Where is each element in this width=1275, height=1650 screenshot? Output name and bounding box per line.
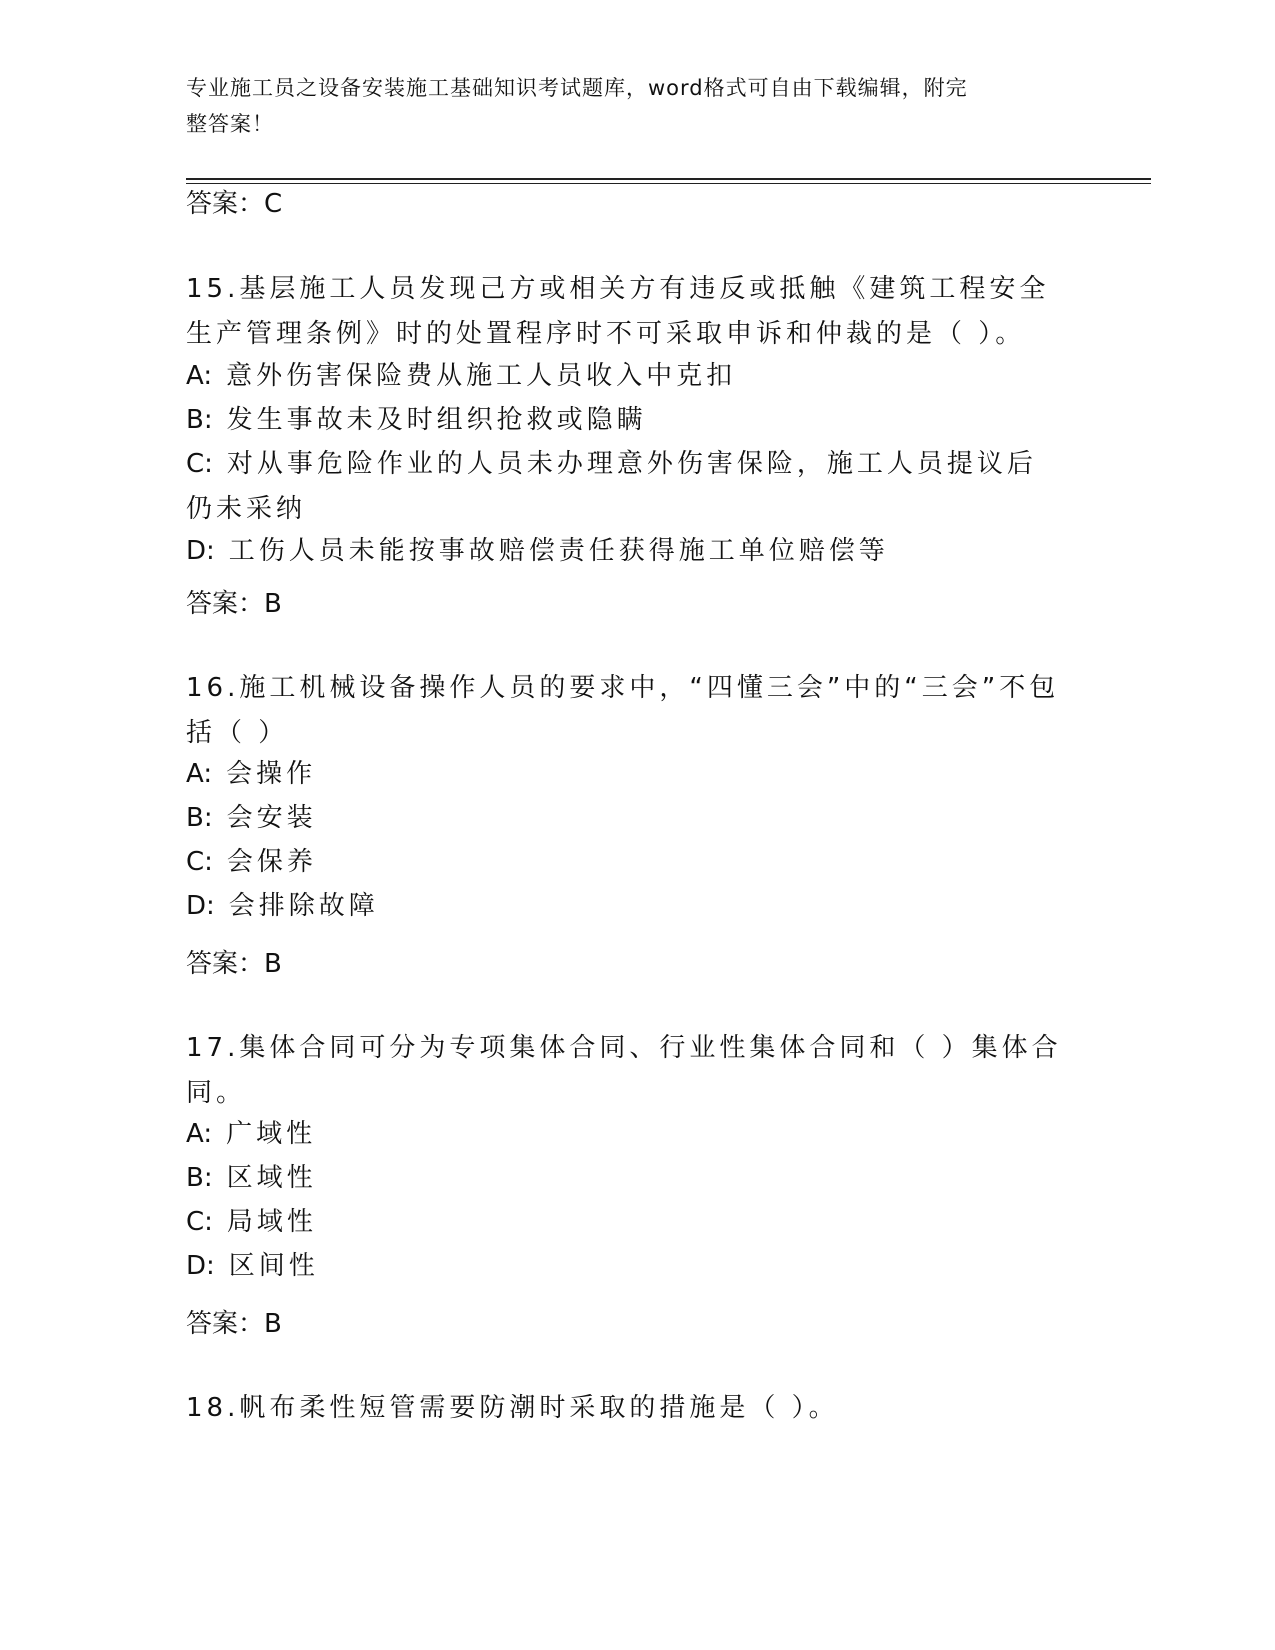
option-label: B: [186, 1163, 213, 1193]
option-text: 区间性 [228, 1251, 319, 1281]
option-label: C: [186, 449, 213, 479]
option-label: C: [186, 847, 213, 877]
header-rule-thick [186, 178, 1151, 180]
question-17-option-b [186, 1156, 1066, 1201]
option-text: 局域性 [226, 1207, 317, 1237]
option-label: A: [186, 1119, 213, 1149]
question-15-option-d [186, 529, 1066, 574]
option-text: 会操作 [226, 759, 317, 789]
option-text: 广域性 [226, 1119, 317, 1149]
option-label: D: [186, 1251, 215, 1281]
question-15-option-b [186, 398, 1066, 443]
question-16-option-c [186, 840, 1066, 885]
option-text: 会保养 [226, 847, 317, 877]
question-17-answer: 答案：B [186, 1309, 282, 1339]
option-text: 区域性 [226, 1163, 317, 1193]
option-label: A: [186, 759, 213, 789]
question-17-option-d [186, 1244, 1066, 1289]
question-16-answer: 答案：B [186, 949, 282, 979]
question-15-option-a [186, 354, 1066, 399]
header-rule-thin [186, 183, 1151, 184]
option-text: 对从事危险作业的人员未办理意外伤害保险，施工人员提议后仍未采纳 [186, 449, 1037, 524]
option-label: C: [186, 1207, 213, 1237]
question-17-title: 17.集体合同可分为专项集体合同、行业性集体合同和（ ）集体合同。 [186, 1033, 1062, 1108]
question-16-option-b [186, 796, 1066, 841]
answer-prev: 答案：C [186, 189, 283, 219]
question-16-title: 16.施工机械设备操作人员的要求中，“四懂三会”中的“三会”不包括（ ） [186, 673, 1060, 748]
header-line-1: 专业施工员之设备安装施工基础知识考试题库，word格式可自由下载编辑，附完 [186, 76, 968, 100]
option-text: 会排除故障 [228, 891, 379, 921]
option-text: 会安装 [226, 803, 317, 833]
option-text: 意外伤害保险费从施工人员收入中克扣 [226, 361, 737, 391]
question-15-title: 15.基层施工人员发现己方或相关方有违反或抵触《建筑工程安全生产管理条例》时的处置程序时不可采取申诉和仲裁的是（ ）。 [186, 274, 1050, 349]
option-label: B: [186, 803, 213, 833]
question-15-option-c [186, 442, 1066, 532]
option-label: A: [186, 361, 213, 391]
question-18-title: 18.帆布柔性短管需要防潮时采取的措施是（ ）。 [186, 1393, 839, 1423]
document-header [186, 70, 1066, 142]
option-label: B: [186, 405, 213, 435]
option-text: 发生事故未及时组织抢救或隐瞒 [226, 405, 647, 435]
option-label: D: [186, 891, 215, 921]
option-label: D: [186, 536, 215, 566]
question-16-option-d [186, 884, 1066, 929]
question-17-option-a [186, 1112, 1066, 1157]
question-17-option-c [186, 1200, 1066, 1245]
question-16-option-a [186, 752, 1066, 797]
question-15-answer: 答案：B [186, 589, 282, 619]
header-line-2: 整答案！ [186, 112, 274, 136]
option-text: 工伤人员未能按事故赔偿责任获得施工单位赔偿等 [228, 536, 889, 566]
